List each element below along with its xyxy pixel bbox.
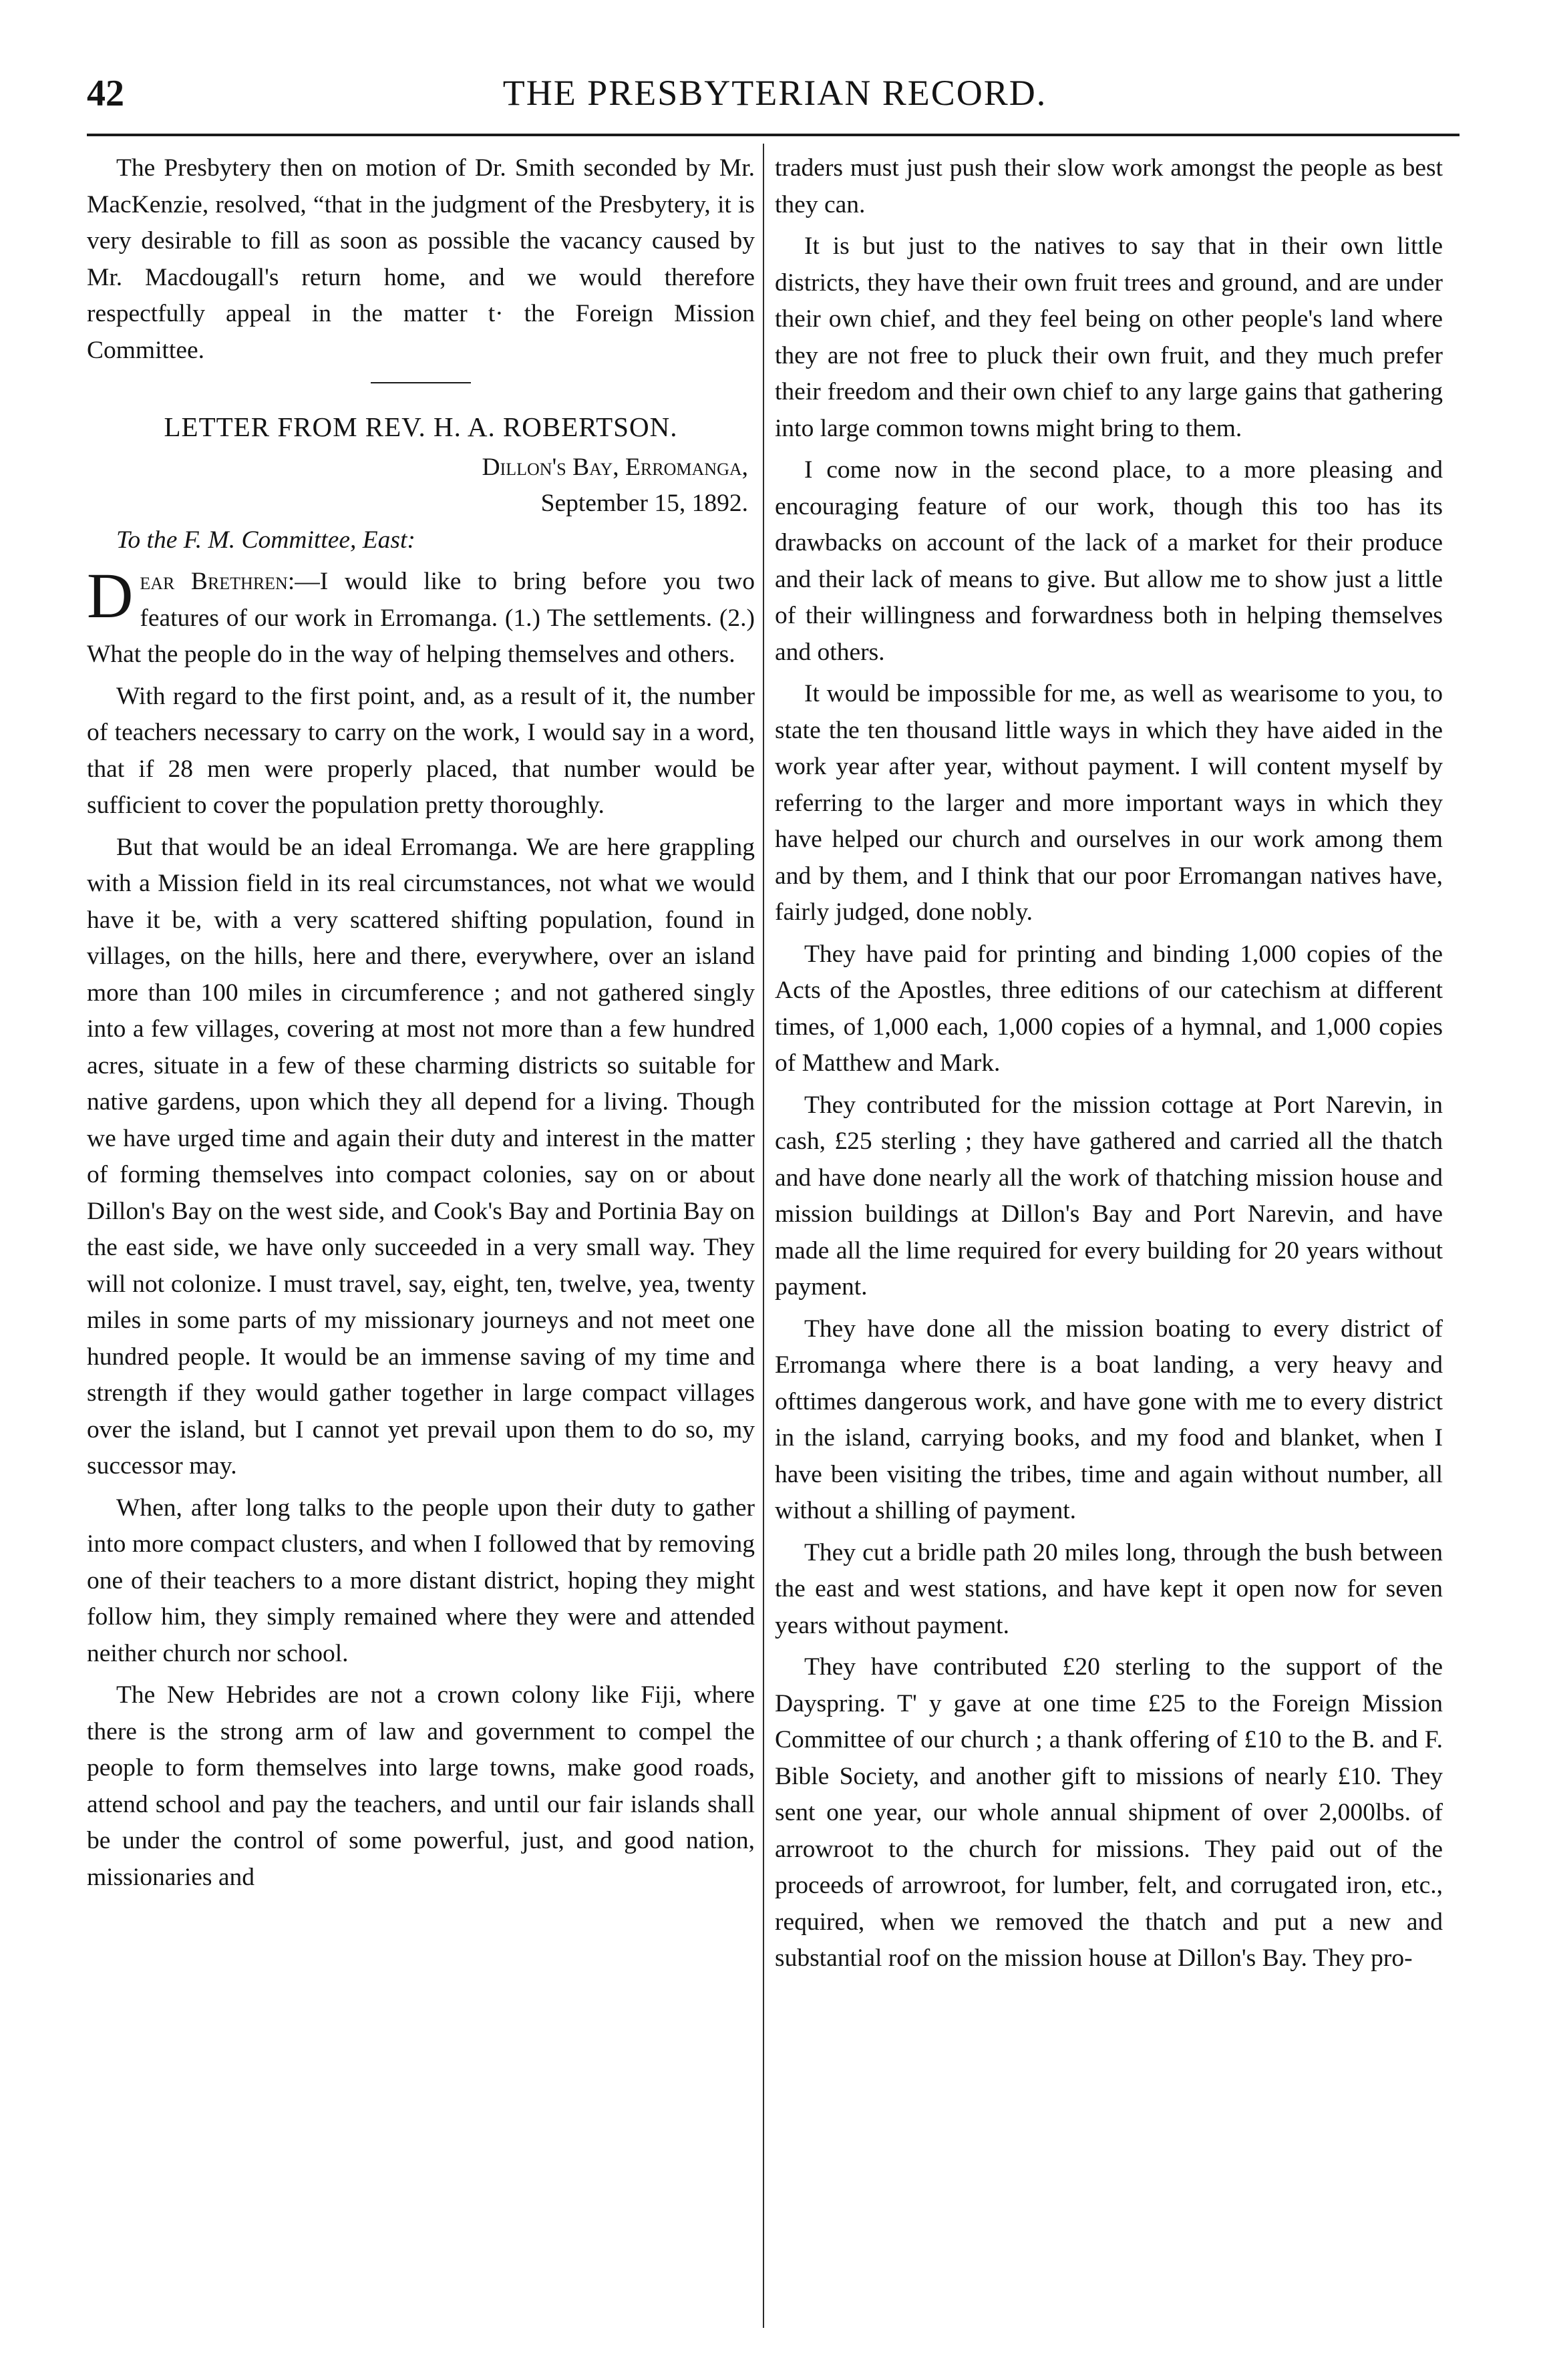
page-header bbox=[87, 67, 1463, 127]
dateline-date: September 15, 1892. bbox=[540, 490, 748, 517]
section-divider bbox=[371, 382, 471, 383]
header-rule bbox=[87, 134, 1460, 136]
dateline-place: Dillon's Bay, Erromanga, bbox=[482, 453, 748, 481]
opening-smallcaps: ear Brethren bbox=[140, 568, 288, 595]
drop-cap-letter: D bbox=[87, 560, 134, 631]
right-column bbox=[775, 150, 1443, 1983]
left-column bbox=[87, 150, 755, 1901]
body-paragraph: I come now in the second place, to a more pleasing and encouraging feature of our work, though this too has its drawbacks on account of the lack of a market for their produce and their lack of means to give. But allow me to show just a little of their willingness and forwardness both in helping themselves and others. bbox=[775, 456, 1443, 666]
presbytery-resolution-paragraph: The Presbytery then on motion of Dr. Smith seconded by Mr. MacKenzie, resolved, “that in the judgment of the Presbytery, it is very desirable to fill as soon as possible the vacancy caused by Mr. Macdougall's return home, and we would therefore respectfully appeal in the matter t· the Foreign Mission Committee. bbox=[87, 154, 755, 364]
body-paragraph: They contributed for the mission cottage at Port Narevin, in cash, £25 sterling ; they have gathered and carried all the thatch and have done nearly all the work of thatching mission house and mission buildings at Dillon's Bay and Port Narevin, and have made all the lime required for every building for 20 years without payment. bbox=[775, 1091, 1443, 1301]
body-paragraph: They have paid for printing and binding 1,000 copies of the Acts of the Apostles, three editions of our catechism at different times, of 1,000 each, 1,000 copies of a hymnal, and 1,000 copies of Matthew and Mark. bbox=[775, 940, 1443, 1077]
body-paragraph: When, after long talks to the people upon their duty to gather into more compact clusters, and when I followed that by removing one of their teachers to a more distant district, hoping they might follow him, they simply remained where they were and attended neither church nor school. bbox=[87, 1494, 755, 1667]
body-paragraph: With regard to the first point, and, as a result of it, the number of teachers necessary to carry on the work, I would say in a word, that if 28 men were properly placed, that number would be sufficient to cover the population pretty thoroughly. bbox=[87, 682, 755, 819]
page-number: 42 bbox=[87, 73, 124, 114]
body-paragraph: It would be impossible for me, as well as wearisome to you, to state the ten thousand little ways in which they have aided in the work year after year, without payment. I will content myself by referring to the larger and more important ways in which they have helped our church and ourselves in our work among them and by them, and I think that our poor Erromangan natives have, fairly judged, done nobly. bbox=[775, 680, 1443, 926]
running-title: THE PRESBYTERIAN RECORD. bbox=[502, 73, 1047, 113]
salutation: To the F. M. Committee, East: bbox=[116, 526, 415, 554]
body-paragraph: They cut a bridle path 20 miles long, through the bush between the east and west stations, and have kept it open now for seven years without payment. bbox=[775, 1538, 1443, 1639]
opening-text: :—I would like to bring before you two features of our work in Erromanga. (1.) The settlements. (2.) What the people do in the way of helping themselves and others. bbox=[87, 568, 755, 668]
body-paragraph: They have contributed £20 sterling to the support of the Dayspring. T' y gave at one time £25 to the Foreign Mission Committee of our church ; a thank offering of £10 to the B. and F. Bible Society, and another gift to missions of nearly £10. They sent one year, our whole annual shipment of over 2,000lbs. of arrowroot to the church for missions. They paid out of the proceeds of arrowroot, for lumber, felt, and corrugated iron, etc., required, when we removed the thatch and put a new and substantial roof on the mission house at Dillon's Bay. They pro- bbox=[775, 1653, 1443, 1972]
body-paragraph: But that would be an ideal Erromanga. We are here grappling with a Mission field in its real circumstances, not what we would have it be, with a very scattered shifting population, found in villages, on the hills, here and there, everywhere, over an island more than 100 miles in circumference ; and not gathered singly into a few villages, covering at most not more than a few hundred acres, situate in a few of these charming districts so suitable for native gardens, upon which they all depend for a living. Though we have urged time and again their duty and interest in the matter of forming themselves into compact colonies, say on or about Dillon's Bay on the west side, and Cook's Bay and Portinia Bay on the east side, we have only succeeded in a very small way. They will not colonize. I must travel, say, eight, ten, twelve, yea, twenty miles in some parts of my missionary journeys and not meet one hundred people. It would be an immense saving of my time and strength if they would gather together in large compact villages over the island, but I cannot yet prevail upon them to do so, my successor may. bbox=[87, 833, 755, 1480]
letter-heading: LETTER FROM REV. H. A. ROBERTSON. bbox=[164, 411, 678, 442]
body-paragraph: They have done all the mission boating to every district of Erromanga where there is a boat landing, a very heavy and ofttimes dangerous work, and have gone with me to every district in the island, carrying books, and my food and blanket, when I have been visiting the tribes, time and again without number, all without a shilling of payment. bbox=[775, 1315, 1443, 1524]
continued-paragraph: traders must just push their slow work amongst the people as best they can. bbox=[775, 154, 1443, 218]
body-paragraph: The New Hebrides are not a crown colony like Fiji, where there is the strong arm of law and government to compel the people to form themselves into large towns, make good roads, attend school and pay the teachers, and until our fair islands shall be under the control of some powerful, just, and good nation, missionaries and bbox=[87, 1681, 755, 1891]
body-paragraph: It is but just to the natives to say that in their own little districts, they have their own fruit trees and ground, and are under their own chief, and they feel being on other people's land where they are not free to pluck their own fruit, and they much prefer their freedom and their own chief to any large gains that gathering into large common towns might bring to them. bbox=[775, 232, 1443, 442]
opening-paragraph bbox=[87, 560, 755, 673]
column-divider bbox=[763, 144, 764, 2328]
